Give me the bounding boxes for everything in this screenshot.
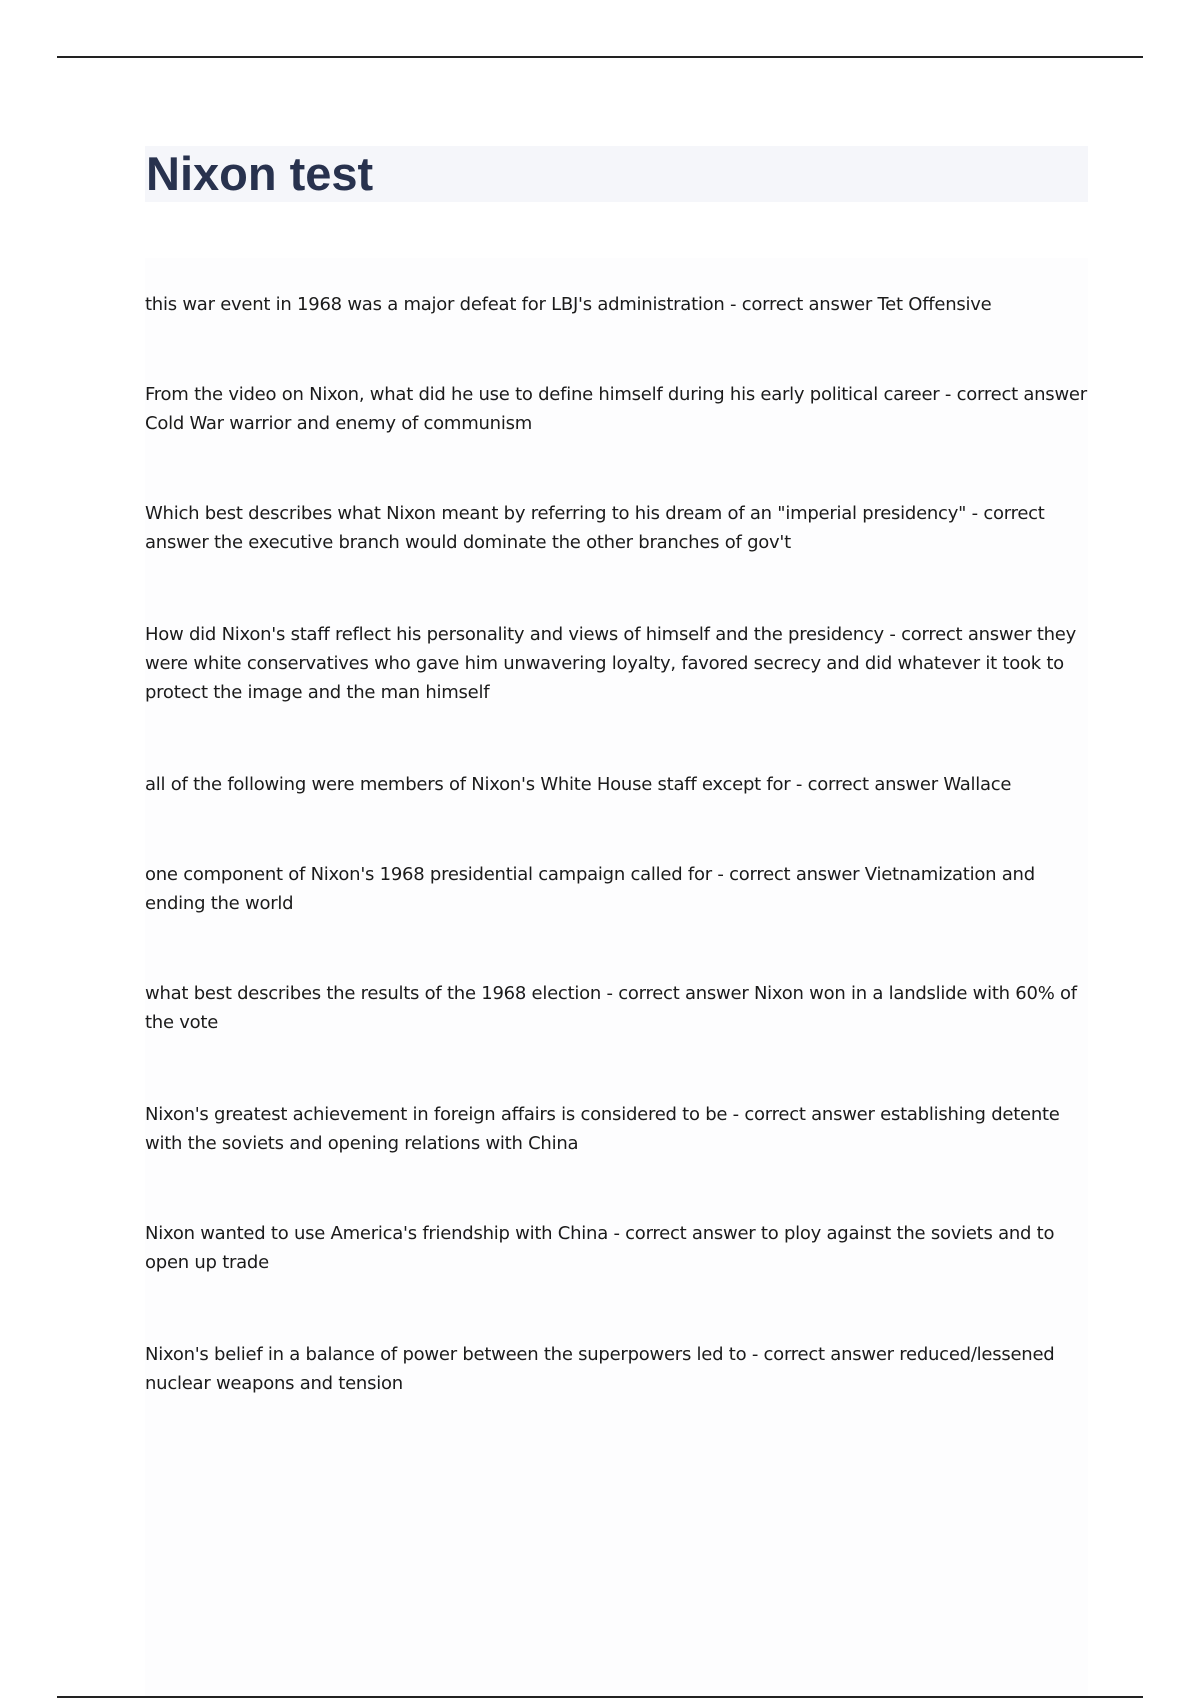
top-divider — [57, 56, 1143, 58]
qa-item-4: How did Nixon's staff reflect his personality and views of himself and the presidency - correct answer they were white conservatives who gave him unwavering loyalty, favored secrecy and did whatever it took to protect the image and the man himself — [145, 624, 1077, 703]
qa-item-6: one component of Nixon's 1968 presidential campaign called for - correct answer Vietnamization and ending the world — [145, 864, 1035, 914]
qa-item-3: Which best describes what Nixon meant by referring to his dream of an "imperial presidency" - correct answer the executive branch would dominate the other branches of gov't — [145, 503, 1045, 553]
qa-item-8: Nixon's greatest achievement in foreign affairs is considered to be - correct answer establishing detente with the soviets and opening relations with China — [145, 1104, 1060, 1154]
qa-item-10: Nixon's belief in a balance of power between the superpowers led to - correct answer reduced/lessened nuclear weapons and tension — [145, 1344, 1055, 1394]
bottom-divider — [57, 1696, 1143, 1698]
qa-item-2: From the video on Nixon, what did he use to define himself during his early political career - correct answer Cold War warrior and enemy of communism — [145, 384, 1087, 434]
page-title: Nixon test — [146, 147, 374, 200]
qa-item-7: what best describes the results of the 1968 election - correct answer Nixon won in a landslide with 60% of the vote — [145, 983, 1077, 1033]
qa-item-9: Nixon wanted to use America's friendship with China - correct answer to ploy against the soviets and to open up trade — [145, 1223, 1055, 1273]
qa-item-1: this war event in 1968 was a major defeat for LBJ's administration - correct answer Tet Offensive — [145, 294, 992, 315]
qa-item-5: all of the following were members of Nixon's White House staff except for - correct answer Wallace — [145, 774, 1012, 795]
content-area — [145, 258, 1088, 1698]
